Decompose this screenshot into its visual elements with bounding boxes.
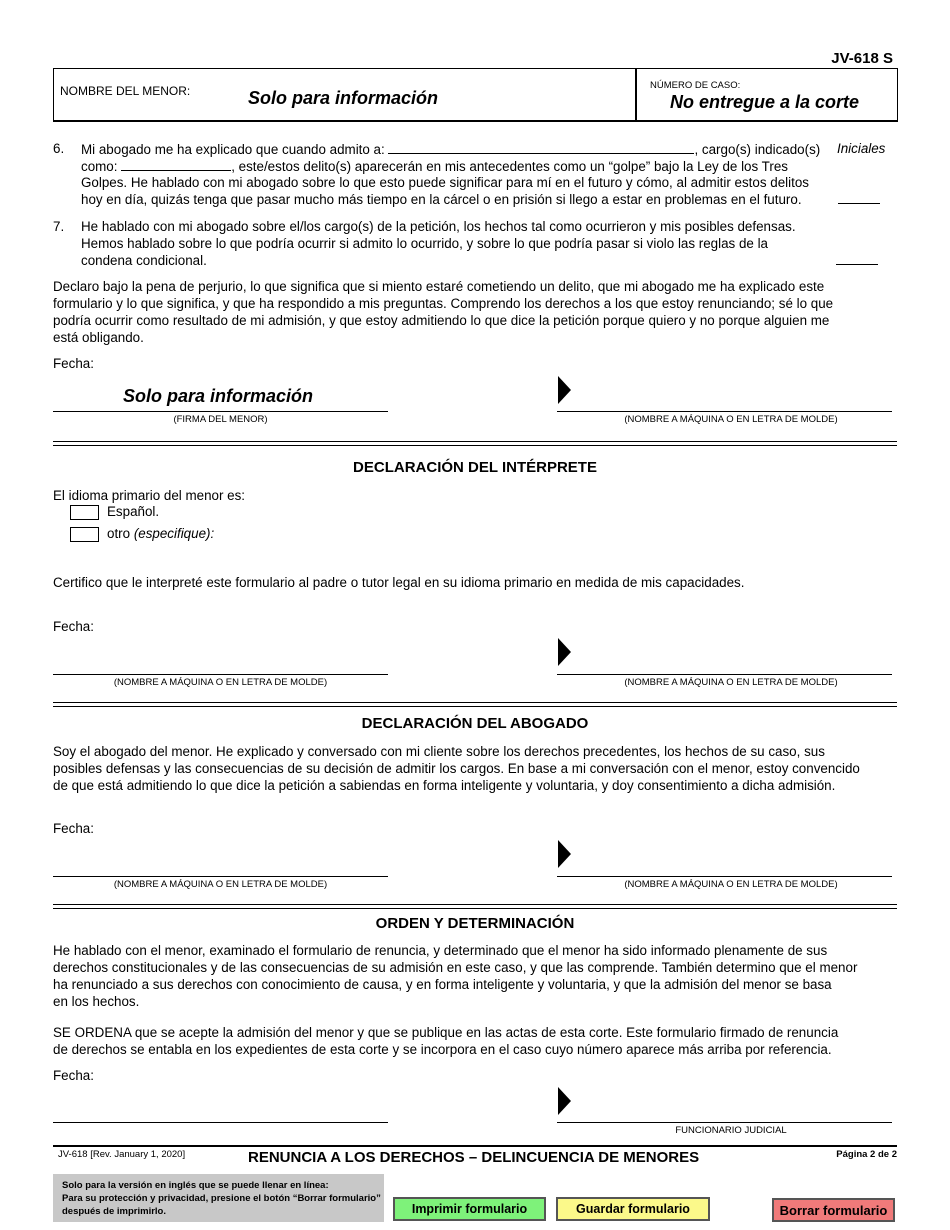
charge-field[interactable] (388, 140, 694, 154)
attorney-line2: posibles defensas y las consecuencias de su decisión de admitir los cargos. En base a mi conversación con el menor, estoy convencido (53, 761, 860, 776)
form-id: JV-618 S (831, 50, 893, 67)
attorney-date-label: Fecha: (53, 821, 94, 836)
item6-line1 (81, 140, 820, 158)
footer-rev: JV-618 [Rev. January 1, 2020] (58, 1149, 186, 1160)
option-other-label: otro (107, 526, 131, 541)
order-p2-line1: SE ORDENA que se acepte la admisión del menor y que se publique en las actas de esta corte. Este formulario firmado de renuncia (53, 1025, 839, 1040)
declaration-line2: formulario y lo que significa, y que ha respondido a mis preguntas. Comprendo los derechos a los que estoy renunciando; sé lo que (53, 296, 834, 311)
option-other[interactable] (70, 525, 214, 542)
interpreter-title: DECLARACIÓN DEL INTÉRPRETE (353, 459, 597, 476)
case-number-label: NÚMERO DE CASO: (650, 80, 741, 91)
print-form-button[interactable]: Imprimir formulario (393, 1197, 546, 1221)
judicial-officer-caption: FUNCIONARIO JUDICIAL (675, 1125, 787, 1136)
declaration-line1: Declaro bajo la pena de perjurio, lo que significa que si miento estaré cometiendo un delito, que mi abogado me ha explicado este (53, 279, 825, 294)
footer-page: Página 2 de 2 (836, 1149, 897, 1160)
interpreter-name-caption: (NOMBRE A MÁQUINA O EN LETRA DE MOLDE) (113, 677, 328, 688)
offense-field[interactable] (121, 157, 231, 171)
initials-label: Iniciales (837, 141, 886, 156)
option-spanish[interactable] (70, 503, 159, 520)
interpreter-name-line[interactable] (53, 674, 388, 675)
footer-title: RENUNCIA A LOS DERECHOS – DELINCUENCIA DE MENORES (248, 1149, 700, 1166)
item7-line3: condena condicional. (81, 253, 207, 268)
case-number-value[interactable]: No entregue a la corte (670, 92, 860, 112)
minor-date-label: Fecha: (53, 356, 94, 371)
sign-arrow-icon (558, 376, 571, 404)
attorney-signature-line[interactable] (557, 876, 892, 877)
header-divider (635, 68, 637, 120)
clear-form-button[interactable]: Borrar formulario (772, 1198, 895, 1222)
option-spanish-label: Español. (107, 504, 160, 519)
minor-name-value[interactable]: Solo para información (248, 88, 439, 108)
separator (53, 706, 897, 707)
separator (53, 908, 897, 909)
item6-part3: como: (81, 159, 118, 174)
attorney-name-line[interactable] (53, 876, 388, 877)
option-other-specify: (especifique): (133, 526, 215, 541)
item6-initials-field[interactable] (838, 203, 880, 204)
attorney-name-caption: (NOMBRE A MÁQUINA O EN LETRA DE MOLDE) (113, 879, 328, 890)
attorney-title: DECLARACIÓN DEL ABOGADO (361, 715, 589, 732)
interpreter-date-label: Fecha: (53, 619, 94, 634)
item6-number: 6. (53, 141, 65, 156)
attorney-line3: de que está admitiendo lo que dice la petición a sabiendas en forma inteligente y voluntaria, y doy consentimiento a dicha admisión. (53, 778, 836, 793)
minor-name-caption: (NOMBRE A MÁQUINA O EN LETRA DE MOLDE) (624, 414, 838, 425)
minor-signature-caption: (FIRMA DEL MENOR) (173, 414, 268, 425)
order-date-line[interactable] (53, 1122, 388, 1123)
item6-part1: Mi abogado me ha explicado que cuando admito a: (81, 142, 385, 157)
order-p1-line3: ha renunciado a sus derechos con conocimiento de causa, y en forma inteligente y voluntaria, y que la admisión del menor se basa (53, 977, 832, 992)
language-question: El idioma primario del menor es: (53, 488, 246, 503)
minor-signature-value[interactable]: Solo para información (123, 386, 314, 406)
interpreter-signature-line[interactable] (557, 674, 892, 675)
attorney-line1: Soy el abogado del menor. He explicado y conversado con mi cliente sobre los derechos precedentes, los hechos de su caso, sus (53, 744, 825, 759)
online-note-line3: después de imprimirlo. (62, 1206, 166, 1217)
online-note-line1: Solo para la versión en inglés que se puede llenar en línea: (62, 1180, 329, 1191)
judicial-officer-line[interactable] (557, 1122, 892, 1123)
order-title: ORDEN Y DETERMINACIÓN (375, 915, 575, 932)
online-note (53, 1174, 384, 1222)
attorney-signature-caption: (NOMBRE A MÁQUINA O EN LETRA DE MOLDE) (624, 879, 838, 890)
item7-line1: He hablado con mi abogado sobre el/los cargo(s) de la petición, los hechos tal como ocurrieron y mis posibles defensas. (81, 219, 796, 234)
sign-arrow-icon (558, 1087, 571, 1115)
item6-line4: hoy en día, quizás tenga que pasar mucho más tiempo en la cárcel o en prisión si llego a estar en problemas en el futuro. (81, 192, 802, 207)
separator (53, 445, 897, 446)
order-p1-line1: He hablado con el menor, examinado el formulario de renuncia, y determinado que el menor ha sido informado plenamente de sus (53, 943, 828, 958)
item7-number: 7. (53, 219, 65, 234)
sign-arrow-icon (558, 638, 571, 666)
item6-line2 (81, 157, 788, 175)
item7-line2: Hemos hablado sobre lo que podría ocurrir si admito lo ocurrido, y sobre lo que podría pasar si violo las reglas de la (81, 236, 769, 251)
declaration-line4: está obligando. (53, 330, 144, 345)
item7-initials-field[interactable] (836, 264, 878, 265)
spanish-checkbox[interactable] (70, 505, 99, 520)
interpreter-signature-caption: (NOMBRE A MÁQUINA O EN LETRA DE MOLDE) (624, 677, 838, 688)
order-p1-line4: en los hechos. (53, 994, 140, 1009)
minor-name-label: NOMBRE DEL MENOR: (60, 84, 191, 98)
online-note-line2: Para su protección y privacidad, presione el botón “Borrar formulario” (62, 1193, 381, 1204)
separator (53, 441, 897, 442)
item6-part2: , cargo(s) indicado(s) (694, 142, 821, 157)
order-date-label: Fecha: (53, 1068, 94, 1083)
declaration-line3: podría ocurrir como resultado de mi admisión, y que estoy admitiendo lo que dice la petición porque quiero y no porque alguien me (53, 313, 830, 328)
order-p1-line2: derechos constitucionales y de las consecuencias de su admisión en este caso, y que las comprende. También determino que el menor (53, 960, 858, 975)
save-form-button[interactable]: Guardar formulario (556, 1197, 710, 1221)
separator (53, 904, 897, 905)
sign-arrow-icon (558, 840, 571, 868)
item6-line3: Golpes. He hablado con mi abogado sobre lo que esto puede significar para mí en el futuro y cómo, al admitir estos delitos (81, 175, 809, 190)
other-checkbox[interactable] (70, 527, 99, 542)
interpreter-certify: Certifico que le interpreté este formulario al padre o tutor legal en su idioma primario en medida de mis capacidades. (53, 575, 745, 590)
order-p2-line2: de derechos se entabla en los expedientes de esta corte y se incorpora en el caso cuyo número aparece más arriba por referencia. (53, 1042, 832, 1057)
separator (53, 702, 897, 703)
minor-name-line[interactable] (557, 411, 892, 412)
minor-signature-line (53, 411, 388, 412)
item6-part4: , este/estos delito(s) aparecerán en mis antecedentes como un “golpe” bajo la Ley de los Tres (231, 159, 788, 174)
footer-rule (53, 1145, 897, 1147)
